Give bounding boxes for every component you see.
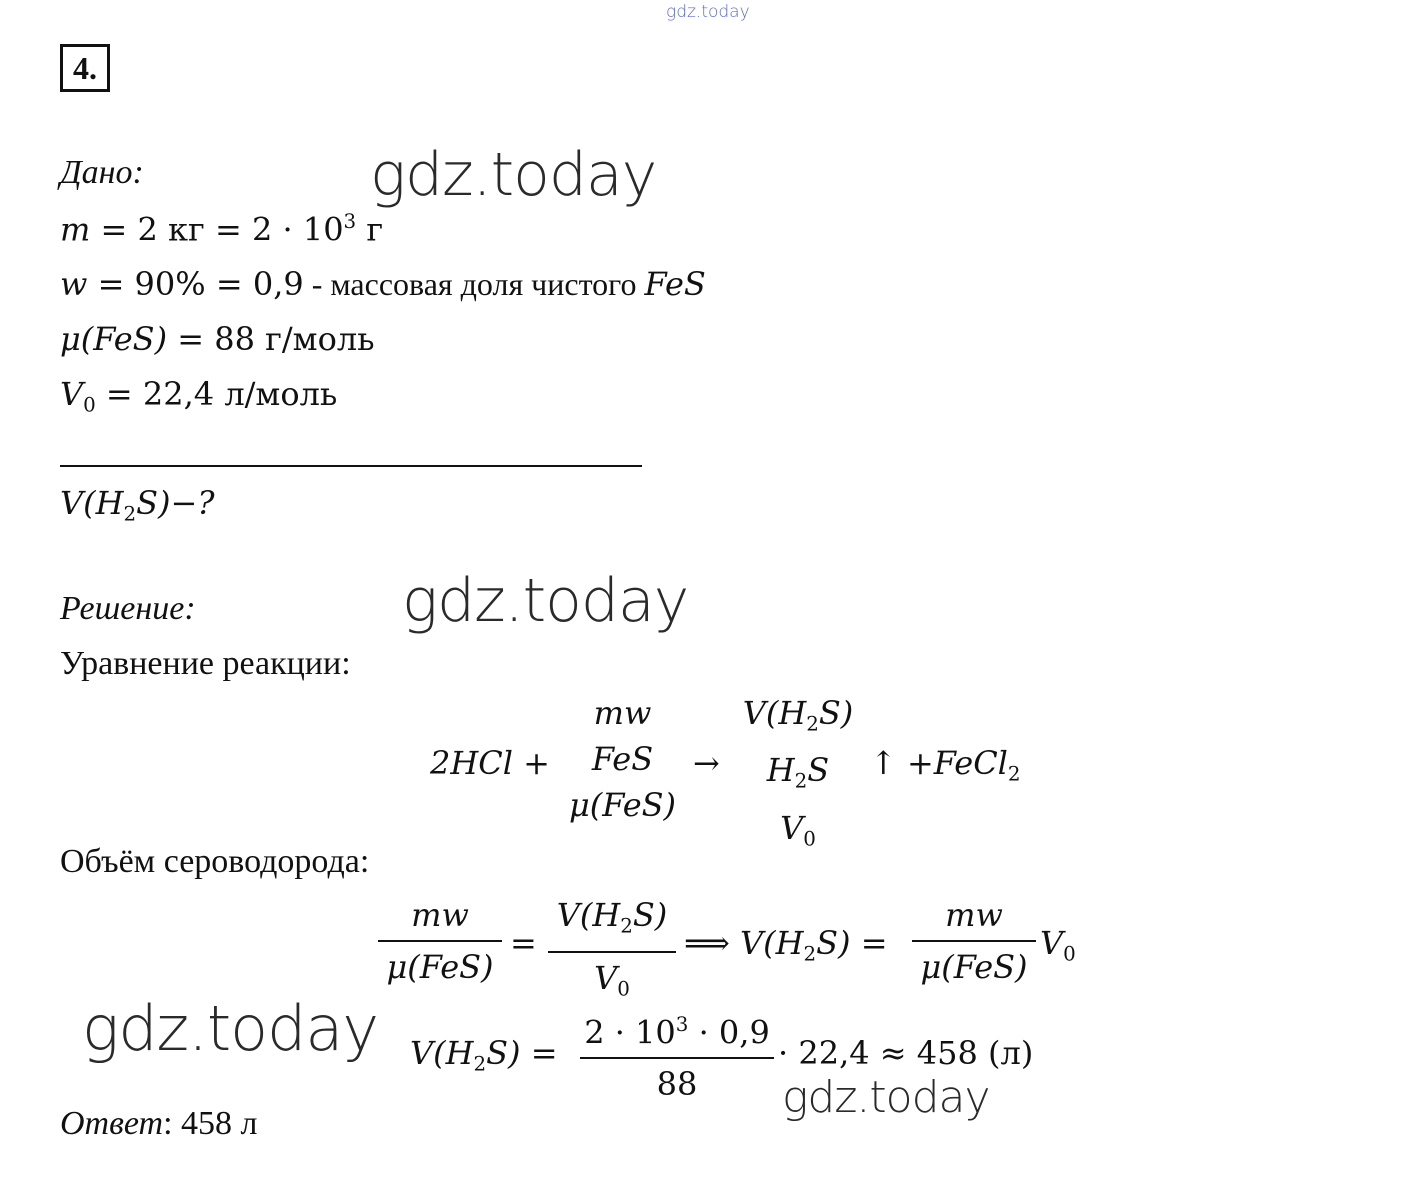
watermark-top: gdz.today [666,2,750,22]
calc-lhs: $V(H_2S)$ = [410,1034,558,1076]
divider [60,465,642,467]
reaction-col2: $V(H_2S)$ $H_2S$ $V_0$ [742,694,854,851]
find: $V(H_2S)-$? [60,484,215,526]
watermark: gdz.today [82,992,379,1065]
task-number: 4. [60,44,110,92]
answer: Ответ: 458 л [60,1105,258,1142]
given-molar-mass: μ(FeS) = 88 г/моль [60,320,375,358]
reaction-right: ↑ +FeCl$_2$ [870,744,1021,786]
fraction-mw-over-mu-2: mw μ(FeS) [912,890,1036,992]
implies-sign: ⟹ [684,924,730,962]
given-molar-volume: $V_0 = 22,4$ л/моль [60,375,338,417]
fraction-mw-over-mu: mw μ(FeS) [378,890,502,992]
fraction-v-over-v0: $V(H_2S)$ $V_0$ [548,890,676,1015]
watermark: gdz.today [782,1072,990,1123]
reaction-left: 2HCl + [430,744,550,782]
reaction-arrow: → [693,744,720,782]
watermark: gdz.today [402,566,689,636]
formula-lhs: $V(H_2S)$ = [740,924,888,966]
calc-rest: · 22,4 ≈ 458 (л) [778,1034,1034,1072]
reaction-label: Уравнение реакции: [60,645,351,682]
watermark: gdz.today [370,140,657,210]
reaction-col1: mw FeS μ(FeS) [568,694,677,824]
given-mass: m = 2 кг = $2 \cdot 10^3$ г [60,210,384,249]
solution-heading: Решение: [60,590,196,627]
formula-tail: $V_0$ [1040,924,1076,966]
equals-sign: = [510,924,537,962]
given-heading: Дано: [60,154,144,191]
calc-fraction: $2 \cdot 10^3 \cdot 0,9$ 88 [580,1000,774,1109]
given-fraction: w = 90% = 0,9 - массовая доля чистого FeS [60,265,706,303]
volume-label: Объём сероводорода: [60,843,370,880]
